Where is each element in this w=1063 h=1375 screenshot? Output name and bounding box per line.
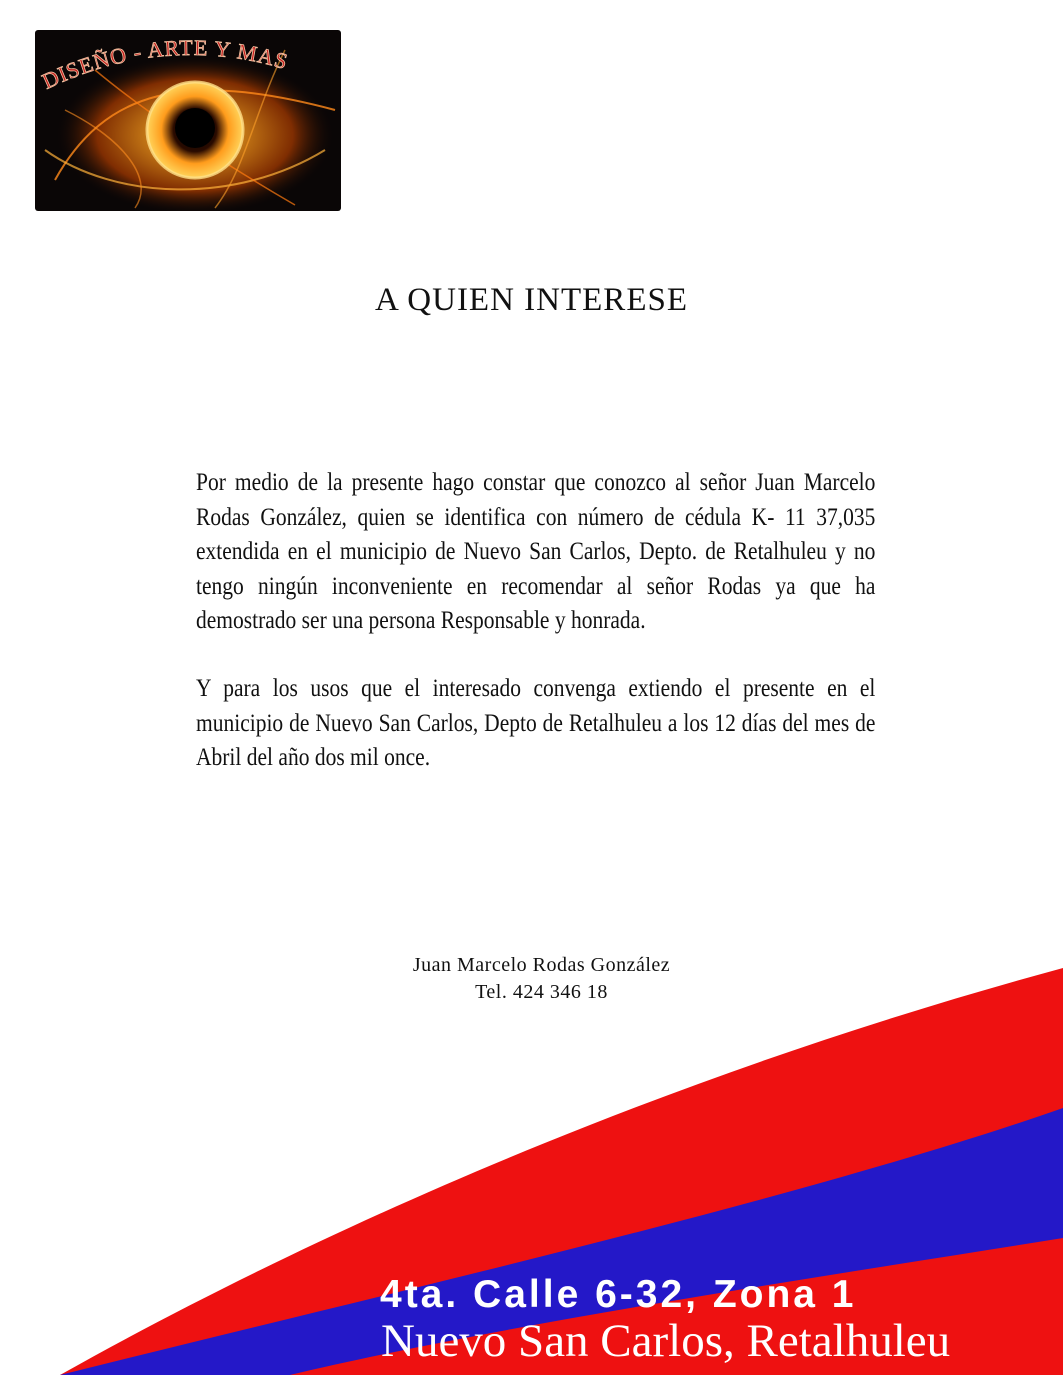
footer-address-line-2: Nuevo San Carlos, Retalhuleu — [381, 1315, 951, 1367]
footer-address-line-1: 4ta. Calle 6-32, Zona 1 — [380, 1273, 857, 1316]
letter-paragraph-1: Por medio de la presente hago constar que conozco al señor Juan Marcelo Rodas González, quien se identifica con número de cédula K- 11 37,035 extendida en el municipio de Nuevo San Carlos, Depto. de Retalhuleu y no tengo ningún inconveniente en recomendar al señor Rodas ya que ha demostrado ser una persona Responsable y honrada. — [196, 469, 876, 634]
signature-name: Juan Marcelo Rodas González — [412, 954, 671, 976]
letter-paragraph-2: Y para los usos que el interesado convenga extiendo el presente en el municipio de Nuevo San Carlos, Depto de Retalhuleu a los 12 días del mes de Abril del año dos mil once. — [196, 675, 876, 771]
signature-phone: Tel. 424 346 18 — [475, 981, 608, 1003]
svg-text:DISEÑO - ARTE Y MAS: DISEÑO - ARTE Y MAS — [38, 34, 292, 94]
page-title: A QUIEN INTERESE — [375, 282, 688, 318]
